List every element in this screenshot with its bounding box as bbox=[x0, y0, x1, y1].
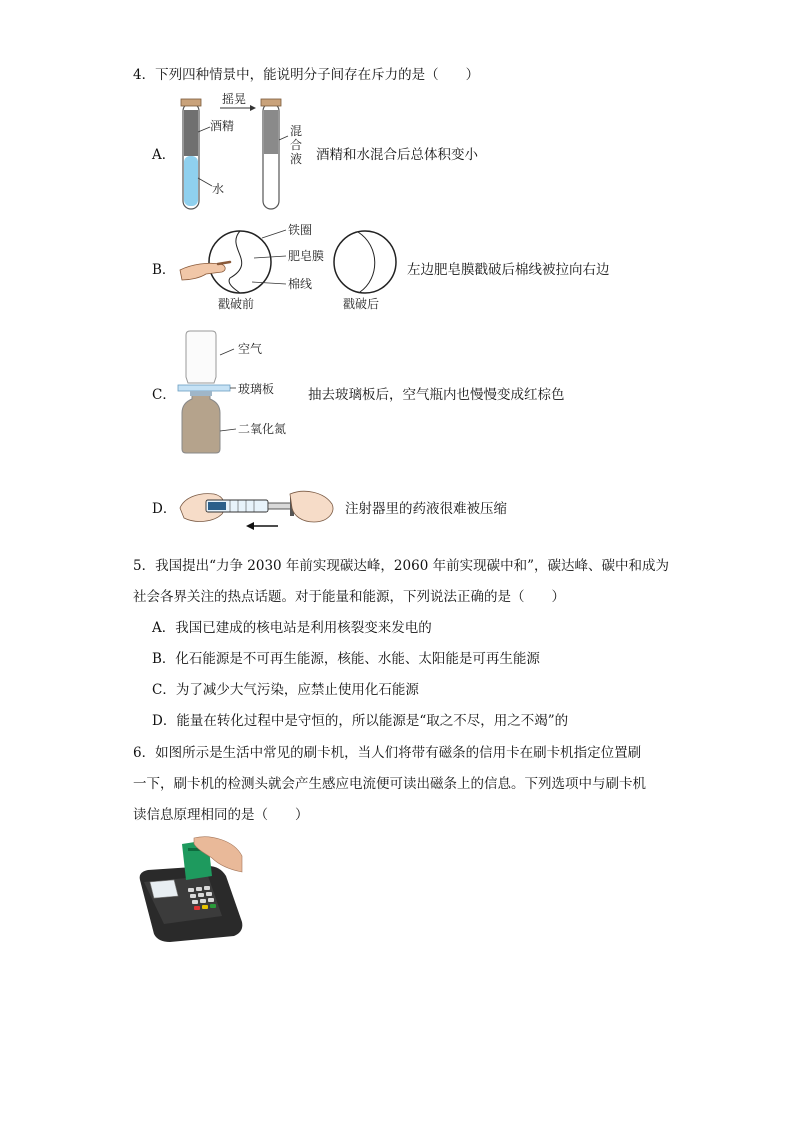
q5-stem-line1: 5．我国提出“力争 2030 年前实现碳达峰，2060 年前实现碳中和”，碳达峰、碳中和成为 bbox=[133, 558, 669, 574]
q4-option-b-letter: B． bbox=[152, 262, 176, 278]
test-tube-figure bbox=[172, 90, 312, 215]
syringe-figure bbox=[174, 482, 338, 534]
alcohol-label: 酒精 bbox=[210, 119, 235, 133]
q5-option-c: C．为了减少大气污染，应禁止使用化石能源 bbox=[152, 682, 419, 698]
mix-label-2: 合 bbox=[290, 138, 303, 152]
q5-option-b: B．化石能源是不可再生能源，核能、水能、太阳能是可再生能源 bbox=[152, 651, 540, 667]
air-label: 空气 bbox=[238, 342, 263, 356]
q4-option-a-text: 酒精和水混合后总体积变小 bbox=[316, 147, 478, 163]
thread-label: 棉线 bbox=[288, 277, 313, 291]
after-label: 戳破后 bbox=[343, 297, 380, 311]
q4-stem: 4．下列四种情景中，能说明分子间存在斥力的是（ ） bbox=[133, 67, 480, 83]
q6-stem-line2: 一下，刷卡机的检测头就会产生感应电流便可读出磁条上的信息。下列选项中与刷卡机 bbox=[133, 776, 646, 792]
gas-bottle-figure bbox=[176, 327, 306, 457]
q5-stem-line2: 社会各界关注的热点话题。对于能量和能源，下列说法正确的是（ ） bbox=[133, 589, 565, 605]
q4-option-c-letter: C． bbox=[152, 387, 176, 403]
q4-option-c-text: 抽去玻璃板后，空气瓶内也慢慢变成红棕色 bbox=[308, 387, 565, 403]
no2-label: 二氧化氮 bbox=[238, 422, 287, 436]
glass-plate-label: 玻璃板 bbox=[238, 382, 275, 396]
q5-option-a: A．我国已建成的核电站是利用核裂变来发电的 bbox=[152, 620, 432, 636]
q4-option-d-text: 注射器里的药液很难被压缩 bbox=[345, 501, 507, 517]
card-reader-image bbox=[134, 836, 244, 944]
ring-label: 铁圈 bbox=[288, 223, 313, 237]
film-label: 肥皂膜 bbox=[288, 249, 325, 263]
q4-option-b-text: 左边肥皂膜戳破后棉线被拉向右边 bbox=[407, 262, 610, 278]
q4-option-a-letter: A． bbox=[152, 147, 176, 163]
q6-stem-line3: 读信息原理相同的是（ ） bbox=[133, 807, 309, 823]
mix-label-3: 液 bbox=[290, 152, 303, 166]
q5-option-d: D．能量在转化过程中是守恒的，所以能源是“取之不尽，用之不竭”的 bbox=[152, 713, 569, 729]
before-label: 戳破前 bbox=[218, 297, 255, 311]
soap-film-figure bbox=[170, 218, 405, 314]
q6-stem-line1: 6．如图所示是生活中常见的刷卡机，当人们将带有磁条的信用卡在刷卡机指定位置刷 bbox=[133, 745, 642, 761]
mix-label-1: 混 bbox=[290, 124, 303, 138]
water-label: 水 bbox=[212, 182, 225, 196]
shake-label: 摇晃 bbox=[222, 92, 247, 106]
q4-option-d-letter: D． bbox=[152, 501, 177, 517]
